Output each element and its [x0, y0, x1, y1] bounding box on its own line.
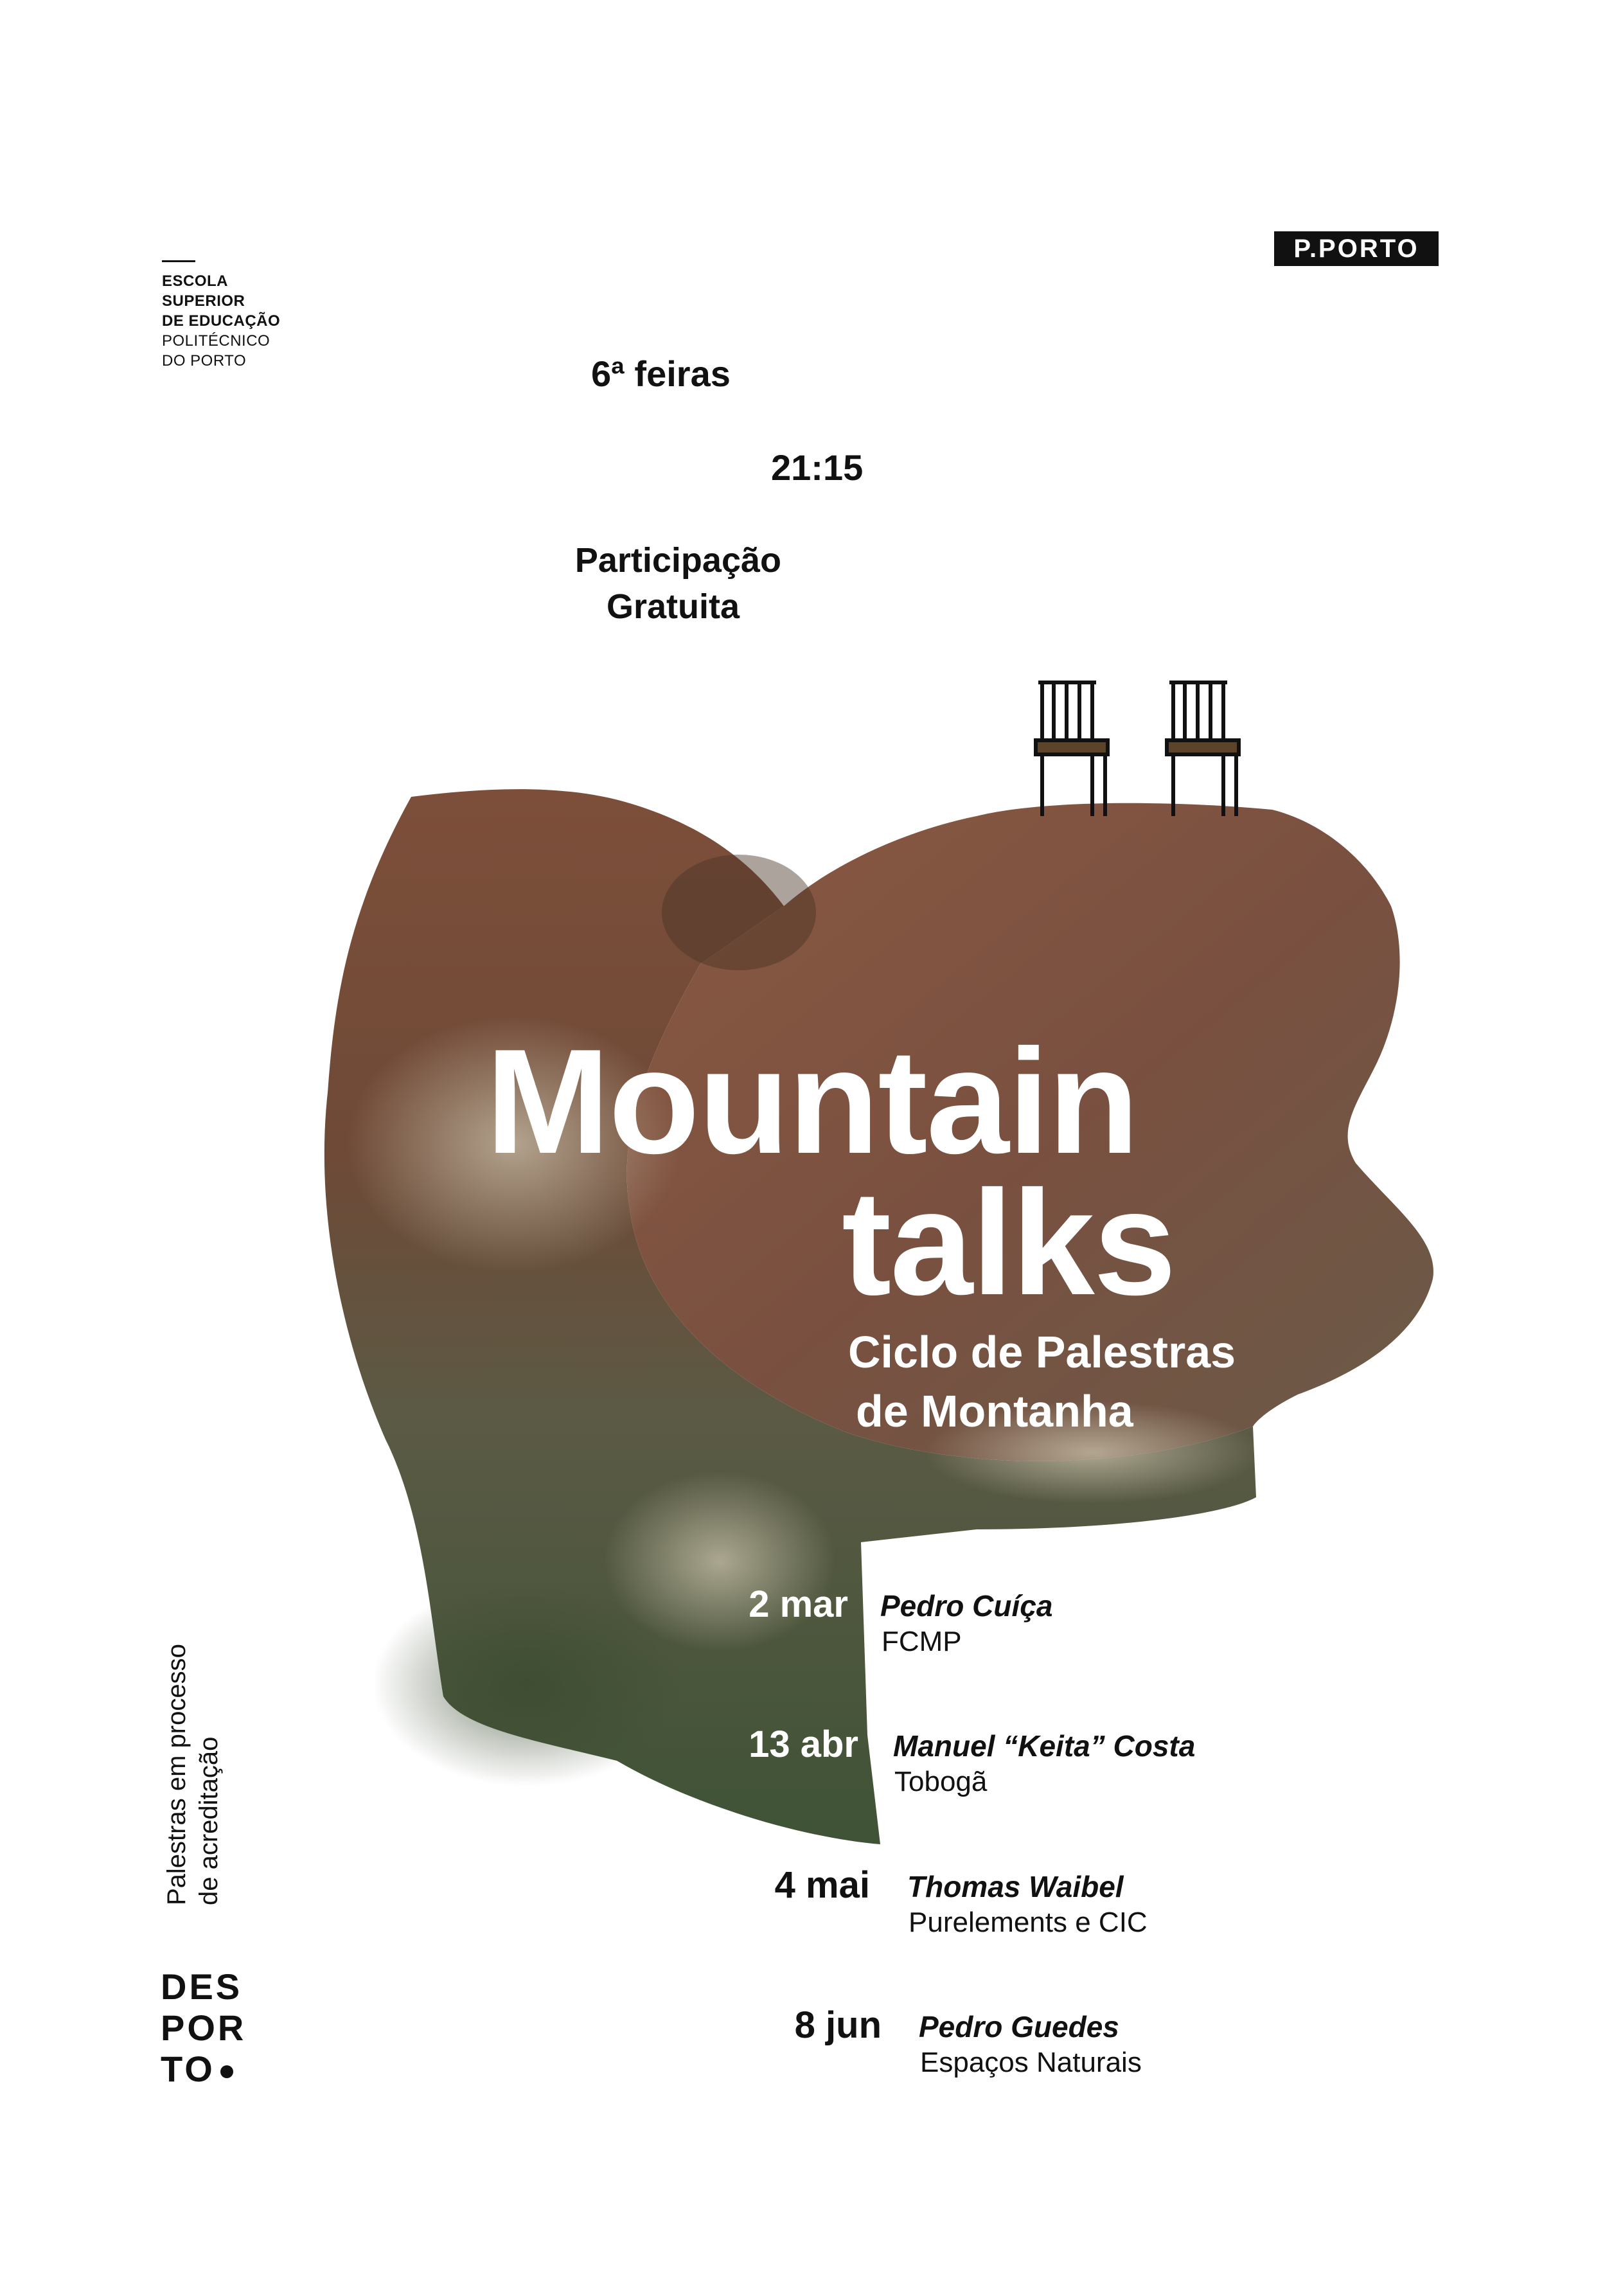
subtitle — [848, 1322, 1236, 1441]
school-line: SUPERIOR — [162, 292, 245, 310]
desporto-line: TO — [161, 2049, 215, 2089]
chair-icon — [1167, 681, 1239, 816]
participation-line: Participação — [574, 541, 781, 580]
event-date: 2 mar — [749, 1583, 848, 1625]
pporto-logo: P.PORTO — [1274, 231, 1439, 266]
subtitle-line: de Montanha — [856, 1386, 1133, 1436]
school-line: POLITÉCNICO — [162, 332, 270, 350]
dot-icon — [220, 2065, 233, 2078]
event-item — [0, 1723, 1196, 1827]
accreditation-note — [161, 1644, 225, 1905]
event-item — [0, 1583, 1053, 1687]
event-speaker: Pedro Cuíça — [880, 1589, 1053, 1623]
title-line-2: talks — [842, 1160, 1175, 1326]
event-org: Purelements e CIC — [909, 1907, 1148, 1938]
event-speaker: Pedro Guedes — [919, 2010, 1119, 2043]
note-line: de acreditação — [195, 1736, 223, 1905]
subtitle-line: Ciclo de Palestras — [848, 1327, 1236, 1377]
school-line: DE EDUCAÇÃO — [162, 312, 281, 330]
chair-icon — [1036, 681, 1108, 816]
school-line: DO PORTO — [162, 352, 247, 369]
rock-shadow — [662, 855, 816, 970]
desporto-logo — [161, 1966, 246, 2090]
event-org: FCMP — [882, 1626, 962, 1657]
event-item — [0, 2004, 1142, 2108]
school-logo — [162, 260, 355, 371]
event-date: 13 abr — [749, 1723, 858, 1765]
note-line: Palestras em processo — [163, 1644, 191, 1905]
participation — [527, 537, 781, 630]
event-speaker: Manuel “Keita” Costa — [893, 1729, 1196, 1763]
event-speaker: Thomas Waibel — [907, 1870, 1124, 1903]
event-org: Tobogã — [894, 1766, 988, 1797]
event-item — [0, 1864, 1148, 1968]
schedule-time: 21:15 — [771, 447, 864, 488]
school-rule — [162, 260, 195, 262]
desporto-line-3 — [161, 2049, 246, 2090]
title-line-1: Mountain — [486, 1019, 1138, 1185]
desporto-line: DES — [161, 1966, 243, 2007]
schedule-day: 6ª feiras — [591, 353, 731, 394]
desporto-line: POR — [161, 2007, 247, 2048]
participation-line: Gratuita — [607, 587, 740, 626]
event-date: 8 jun — [794, 2004, 882, 2046]
event-date: 4 mai — [774, 1864, 870, 1906]
event-org: Espaços Naturais — [920, 2047, 1142, 2078]
school-line: ESCOLA — [162, 272, 229, 290]
